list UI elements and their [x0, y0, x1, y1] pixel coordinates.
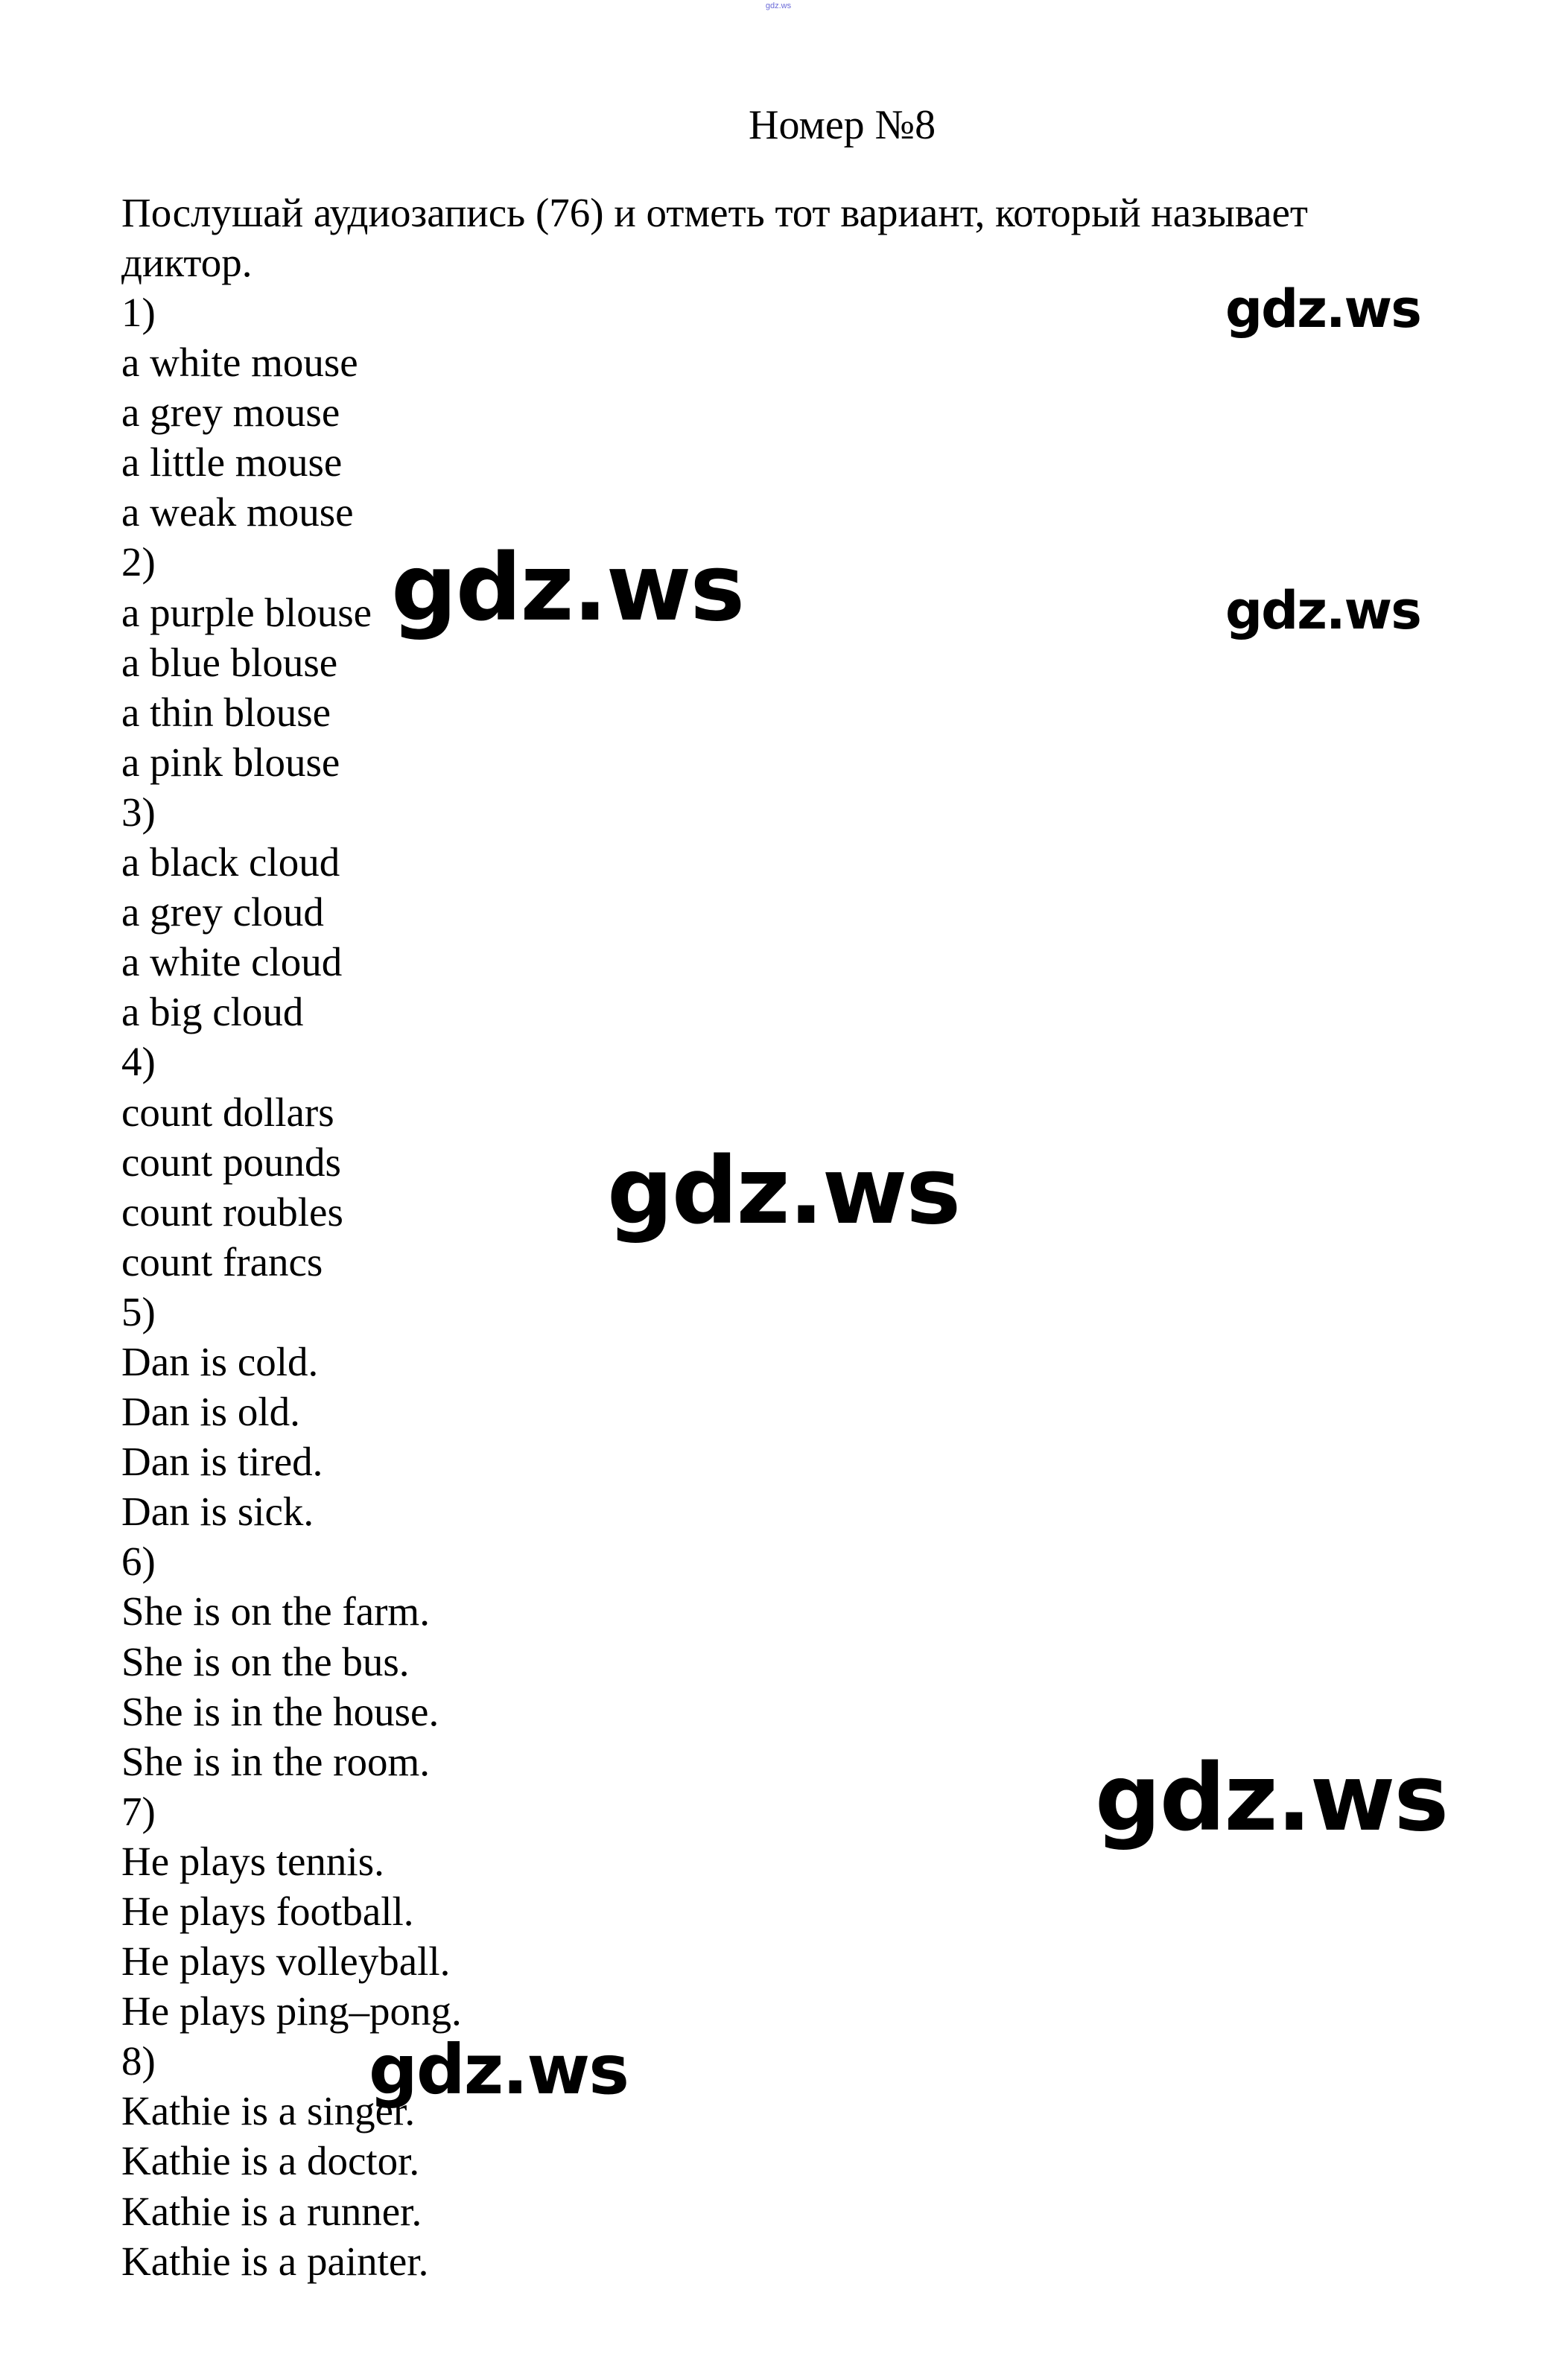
exercise-instruction: Послушай аудиозапись (76) и отметь тот вариант, который называет диктор.: [121, 190, 1308, 285]
option-group-5: [121, 1287, 1462, 1536]
group-number: 4): [121, 1039, 156, 1085]
option-item: a big cloud: [121, 989, 304, 1035]
option-item: He plays tennis.: [121, 1838, 384, 1884]
option-item: He plays football.: [121, 1889, 414, 1934]
option-item: Kathie is a singer.: [121, 2088, 416, 2134]
watermark: gdz.ws: [607, 1138, 960, 1245]
group-number: 5): [121, 1288, 156, 1334]
option-item: He plays ping–pong.: [121, 1988, 462, 2034]
watermark: gdz.ws: [1225, 279, 1420, 340]
page-title: Номер №8: [749, 102, 936, 148]
top-watermark: gdz.ws: [765, 1, 792, 10]
watermark: gdz.ws: [1225, 580, 1420, 641]
watermark: gdz.ws: [391, 535, 744, 642]
option-item: Dan is cold.: [121, 1338, 319, 1384]
group-number: 7): [121, 1788, 156, 1834]
option-item: a pink blouse: [121, 739, 340, 785]
option-item: Dan is old.: [121, 1389, 300, 1435]
option-item: Kathie is a doctor.: [121, 2138, 420, 2184]
option-item: a white cloud: [121, 939, 343, 985]
option-item: Dan is sick.: [121, 1489, 314, 1535]
option-item: count francs: [121, 1238, 323, 1285]
option-item: She is in the room.: [121, 1738, 431, 1784]
option-item: He plays volleyball.: [121, 1938, 451, 1985]
option-item: a grey cloud: [121, 889, 324, 935]
option-item: a thin blouse: [121, 689, 331, 735]
watermark: gdz.ws: [369, 2030, 628, 2110]
watermark: gdz.ws: [1095, 1745, 1448, 1852]
option-item: a blue blouse: [121, 639, 338, 685]
option-group-2: [121, 537, 1462, 786]
option-item: a grey mouse: [121, 389, 340, 436]
option-item: She is on the farm.: [121, 1588, 430, 1635]
option-item: count pounds: [121, 1139, 341, 1185]
option-item: a weak mouse: [121, 489, 354, 535]
option-item: Kathie is a runner.: [121, 2188, 422, 2234]
option-item: a purple blouse: [121, 589, 372, 635]
group-number: 8): [121, 2038, 156, 2084]
option-item: count dollars: [121, 1089, 334, 1135]
option-group-8: [121, 2036, 1462, 2285]
option-item: She is on the bus.: [121, 1638, 410, 1684]
group-number: 6): [121, 1539, 156, 1585]
option-group-3: [121, 787, 1462, 1037]
option-item: count roubles: [121, 1189, 343, 1235]
group-number: 3): [121, 789, 156, 835]
group-number: 1): [121, 290, 156, 335]
option-item: a white mouse: [121, 340, 358, 386]
option-item: a black cloud: [121, 839, 340, 885]
option-item: She is in the house.: [121, 1688, 439, 1734]
option-item: Kathie is a painter.: [121, 2238, 429, 2284]
option-item: Dan is tired.: [121, 1439, 323, 1485]
option-item: a little mouse: [121, 439, 343, 486]
group-number: 2): [121, 539, 156, 585]
